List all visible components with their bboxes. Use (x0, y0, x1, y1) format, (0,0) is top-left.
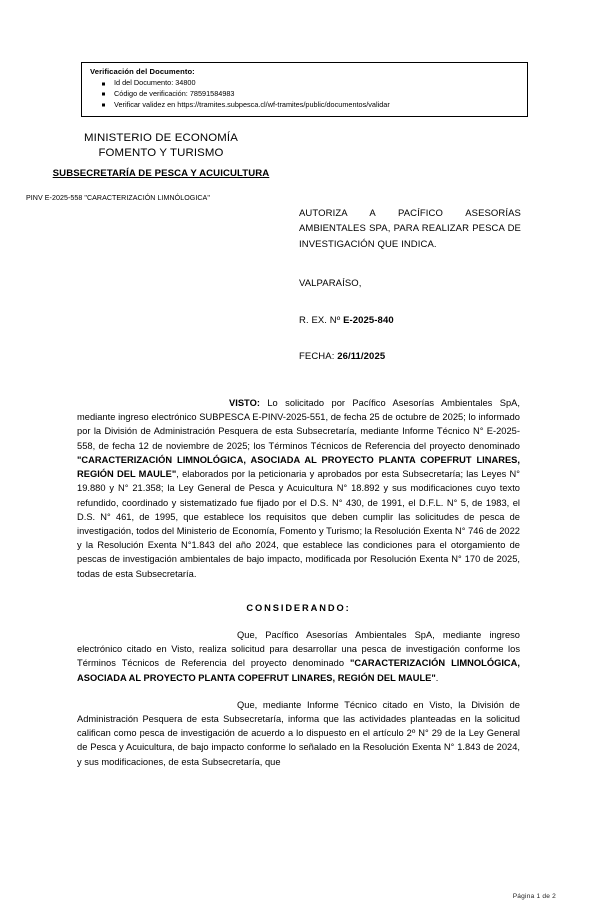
verification-title: Verificación del Documento: (90, 67, 195, 76)
considerando-heading: CONSIDERANDO: (246, 602, 351, 613)
organisation-header (46, 131, 276, 181)
visto-text-part-2: , elaborados por la peticionaria y aprobados por esta Subsecretaría; las Leyes N° 19.880 y N° 21.358; la Ley General de Pesca y Acuicultura N° 18.892 y sus modificaciones cuyo texto refundido, coordinado y sistematizado fue fijado por el D.S. N° 430, de 1991, el D.F.L. N° 5, de 1983, el D.S. N° 461, de 1995, que establece los requisitos que deben cumplir las solicitudes de pesca de investigación, todos del Ministerio de Economía, Fomento y Turismo; la Resolución Exenta N° 746 de 2022 y la Resolución Exenta N°1.843 del año 2024, que establece las condiciones para el otorgamiento de pescas de investigación ambientales de bajo impacto, modificada por Resolución Exenta N° 170 de 2025, todas de esta Subsecretaría. (77, 469, 520, 579)
bullet-icon (102, 93, 105, 96)
document-body (77, 396, 520, 769)
verification-list (90, 78, 521, 110)
considerando-1-text-part-1: Que, Pacífico Asesorías Ambientales SpA, mediante ingreso electrónico citado en Visto, realiza solicitud para desarrollar una pesca de investigación conforme los Términos Técnicos de Referencia del proyecto denominado (77, 629, 520, 669)
resolution-date-value: 26/11/2025 (337, 351, 386, 363)
file-reference-line: PINV E-2025-558 "CARACTERIZACIÓN LIMNÓLOGICA" (26, 194, 210, 202)
resolution-number (299, 315, 521, 326)
subsecretary-name: SUBSECRETARÍA DE PESCA Y ACUICULTURA (52, 168, 270, 180)
verification-item-label: Código de verificación: 78591584983 (114, 88, 235, 98)
bullet-icon (102, 103, 105, 106)
bullet-icon (102, 82, 105, 85)
resolution-date-label: FECHA: (299, 351, 338, 363)
document-verification-box (81, 62, 528, 117)
considerando-1-text-part-2: . (435, 672, 439, 683)
resolution-date (299, 351, 521, 362)
project-title: "CARACTERIZACIÓN LIMNOLÓGICA, ASOCIADA AL PROYECTO PLANTA COPEFRUT LINARES, REGIÓN DEL MAULE" (77, 454, 520, 480)
verification-item-label[interactable]: Verificar validez en https://tramites.subpesca.cl/wf-tramites/public/documentos/validar (114, 99, 390, 109)
paragraph-considerando-2 (77, 698, 520, 769)
paragraph-considerando-1 (77, 628, 520, 685)
paragraph-visto (77, 396, 520, 581)
verification-item-document-id (90, 78, 521, 89)
resolution-place: VALPARAÍSO, (299, 278, 362, 290)
resolution-subject: AUTORIZA A PACÍFICO ASESORÍAS AMBIENTALES SPA, PARA REALIZAR PESCA DE INVESTIGACIÓN QUE INDICA. (299, 208, 521, 250)
verification-item-code (90, 89, 521, 100)
resolution-heading-block (299, 206, 521, 362)
considerando-2-text: Que, mediante Informe Técnico citado en Visto, la División de Administración Pesquera de esta Subsecretaría, informa que las actividades planteadas en la solicitud califican como pesca de investigación de acuerdo a lo dispuesto en el artículo 2º N° 29 de la Ley General de Pesca y Acuicultura, de bajo impacto conforme lo señalado en la Resolución Exenta N° 1.843 de 2024, y sus modificaciones, de esta Subsecretaría, que (77, 699, 520, 767)
ministry-line-1: MINISTERIO DE ECONOMÍA (84, 132, 238, 144)
resolution-number-value: E-2025-840 (343, 315, 394, 327)
resolution-number-label: R. EX. Nº (299, 315, 344, 327)
visto-label: VISTO: (229, 398, 260, 408)
project-title: "CARACTERIZACIÓN LIMNOLÓGICA, ASOCIADA AL PROYECTO PLANTA COPEFRUT LINARES, REGIÓN DEL MAULE" (77, 658, 520, 683)
verification-item-url[interactable] (90, 100, 521, 111)
ministry-line-2: FOMENTO Y TURISMO (98, 147, 224, 160)
visto-text-part-1: Lo solicitado por Pacífico Asesorías Ambientales SpA, mediante ingreso electrónico SUBPESCA E-PINV-2025-551, de fecha 25 de octubre de 2025; lo informado por la División de Administración Pesquera de esta Subsecretaría, mediante Informe Técnico N° E-2025-558, de fecha 12 de noviembre de 2025; los Términos Técnicos de Referencia del proyecto denominado (77, 398, 520, 451)
page-footer: Página 1 de 2 (512, 893, 556, 900)
verification-item-label: Id del Documento: 34800 (114, 78, 196, 88)
